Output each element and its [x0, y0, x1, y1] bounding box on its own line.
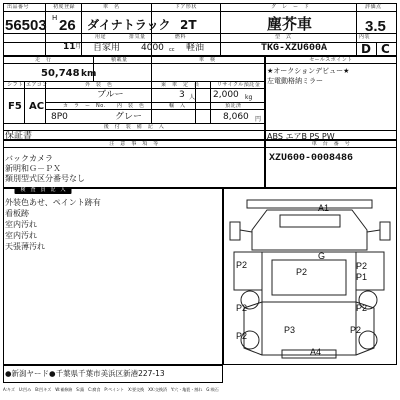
- interior-color-label: 内 装 色: [117, 103, 145, 109]
- capacity: 3: [179, 90, 185, 100]
- damage-mark-p1: P1: [356, 272, 368, 282]
- load-unit: kg: [245, 94, 253, 101]
- car-name: ダイナトラック: [87, 18, 171, 32]
- damage-mark-p2-mid-right: P2: [356, 303, 368, 313]
- load-label: 積載量: [111, 57, 128, 63]
- damage-mark-a1: A1: [318, 203, 330, 213]
- shift: F5: [8, 101, 22, 112]
- import-label: 輸 入: [169, 103, 186, 109]
- sales-point-label: セールスポイント: [309, 57, 353, 63]
- cab-roof: [280, 215, 340, 227]
- inspector-note-2: 看板跡: [5, 209, 29, 218]
- car-name-label: 車 名: [103, 4, 120, 10]
- mileage: 50,748: [41, 68, 80, 79]
- damage-mark-p3: P3: [284, 325, 296, 335]
- fuel: 軽油: [186, 43, 205, 53]
- era-mark: H: [52, 14, 58, 22]
- damage-mark-p2-rear-left: P2: [236, 331, 248, 341]
- exterior-color: ブルー: [97, 90, 124, 100]
- model: TKG-XZU600A: [261, 43, 328, 54]
- color-no-label: カ ラ ー No.: [63, 103, 106, 109]
- inspector-note-5: 天張薄汚れ: [5, 242, 45, 251]
- address: ●新潟ヤード●千葉県千葉市美浜区新港227-13: [5, 369, 165, 378]
- score: 3.5: [365, 18, 386, 35]
- displacement-unit: cc: [169, 47, 175, 53]
- capacity-label: 乗 車 定 員: [161, 82, 200, 88]
- footer-legend: A:キズ U:凹み B:凹キズ W:補修跡 S:錆 C:腐食 P:ペイント X:要交換 XX:交換済 Y:穴・亀裂・割れ G:飛石: [3, 387, 219, 392]
- inspector-note-1: 外装色あせ、ペイント跡有: [5, 198, 101, 207]
- damage-mark-g: G: [318, 251, 326, 261]
- fuel-label: 燃料: [175, 34, 187, 40]
- inspector-note-3: 室内汚れ: [5, 220, 37, 229]
- note-3: 類別型式区分番号なし: [5, 174, 85, 183]
- displacement-label: 排気量: [129, 34, 146, 40]
- equipment: ABS エアB PS PW: [267, 132, 335, 141]
- damage-mark-a4: A4: [310, 347, 322, 357]
- doors: 2T: [180, 18, 197, 32]
- after-install-label: 後 付 装 備 記 入: [103, 124, 165, 130]
- mileage-unit: km: [81, 69, 97, 79]
- recycle-amount: 8,060: [223, 112, 249, 122]
- exterior-color-label: 外 装 色: [85, 82, 113, 88]
- interior-color: グレー: [115, 112, 143, 122]
- load: 2,000: [213, 90, 239, 100]
- exterior-grade: C: [381, 42, 390, 56]
- usage-label: 用途: [95, 34, 107, 40]
- damage-mark-p2-rear-right: P2: [350, 325, 362, 335]
- lot-no: 56503: [5, 17, 47, 34]
- cab-right-side: [356, 252, 384, 290]
- aircon-label: エアコン: [26, 82, 48, 88]
- front-bumper: [247, 200, 372, 208]
- shift-label: シフト: [7, 82, 24, 88]
- car-diagram: [222, 190, 396, 365]
- grade: 塵芥車: [267, 15, 313, 33]
- cab-left-side: [234, 252, 262, 290]
- model-label: 型 式: [275, 34, 292, 40]
- notes-label: 注 意 事 項 等: [109, 141, 159, 147]
- interior-grade: D: [361, 42, 371, 56]
- capacity-unit: 人: [189, 94, 196, 101]
- left-mirror: [230, 222, 240, 240]
- damage-mark-p2-front-left: P2: [236, 260, 248, 270]
- right-mirror: [380, 222, 390, 240]
- doors-label: ドア形状: [175, 4, 197, 10]
- inspector-note-4: 室内汚れ: [5, 231, 37, 240]
- month-unit: 月: [75, 43, 82, 50]
- damage-mark-p2-mid-left: P2: [236, 303, 248, 313]
- color-no: 8P0: [51, 112, 68, 122]
- recycle-unit: 円: [255, 116, 262, 123]
- note-2: 新明和Ｇ－ＰＸ: [5, 164, 61, 173]
- note-1: バックカメラ: [5, 154, 53, 163]
- inspection-label: 車 検: [199, 57, 216, 63]
- first-reg-label: 初度登録: [53, 4, 76, 10]
- lot-no-label: 出品番号: [7, 4, 30, 10]
- rear-bumper: [282, 350, 336, 358]
- damage-mark-p2-roof: P2: [296, 267, 308, 277]
- mileage-label: 走 行: [35, 57, 52, 63]
- warranty: 保証書: [5, 131, 33, 141]
- cab-top-outline: [252, 210, 367, 250]
- year: 26: [59, 17, 76, 34]
- recycle-status: 預託済: [225, 103, 242, 109]
- score-label: 評価点: [365, 4, 382, 10]
- sales-point-1: ★オークションデビュー★: [267, 67, 350, 75]
- inspector-label: 検 査 員 記 入: [14, 187, 71, 194]
- displacement: 4000: [141, 43, 164, 53]
- grade-label: グ レ ー ド: [271, 4, 310, 10]
- recycle-label: リサイクル預託金: [217, 82, 261, 88]
- inspector-box: [3, 188, 223, 365]
- interior-label: 内装: [359, 34, 371, 40]
- chassis-label: 車 台 番 号: [311, 141, 351, 147]
- usage: 自家用: [93, 43, 121, 53]
- rear-body: [262, 302, 356, 355]
- aircon: AC: [29, 101, 45, 112]
- month: 11: [63, 42, 76, 52]
- chassis-no: XZU600-0008486: [269, 153, 354, 164]
- damage-mark-p2-front-right: P2: [356, 261, 368, 271]
- sales-point-2: 左電動格納ミラー: [267, 77, 323, 85]
